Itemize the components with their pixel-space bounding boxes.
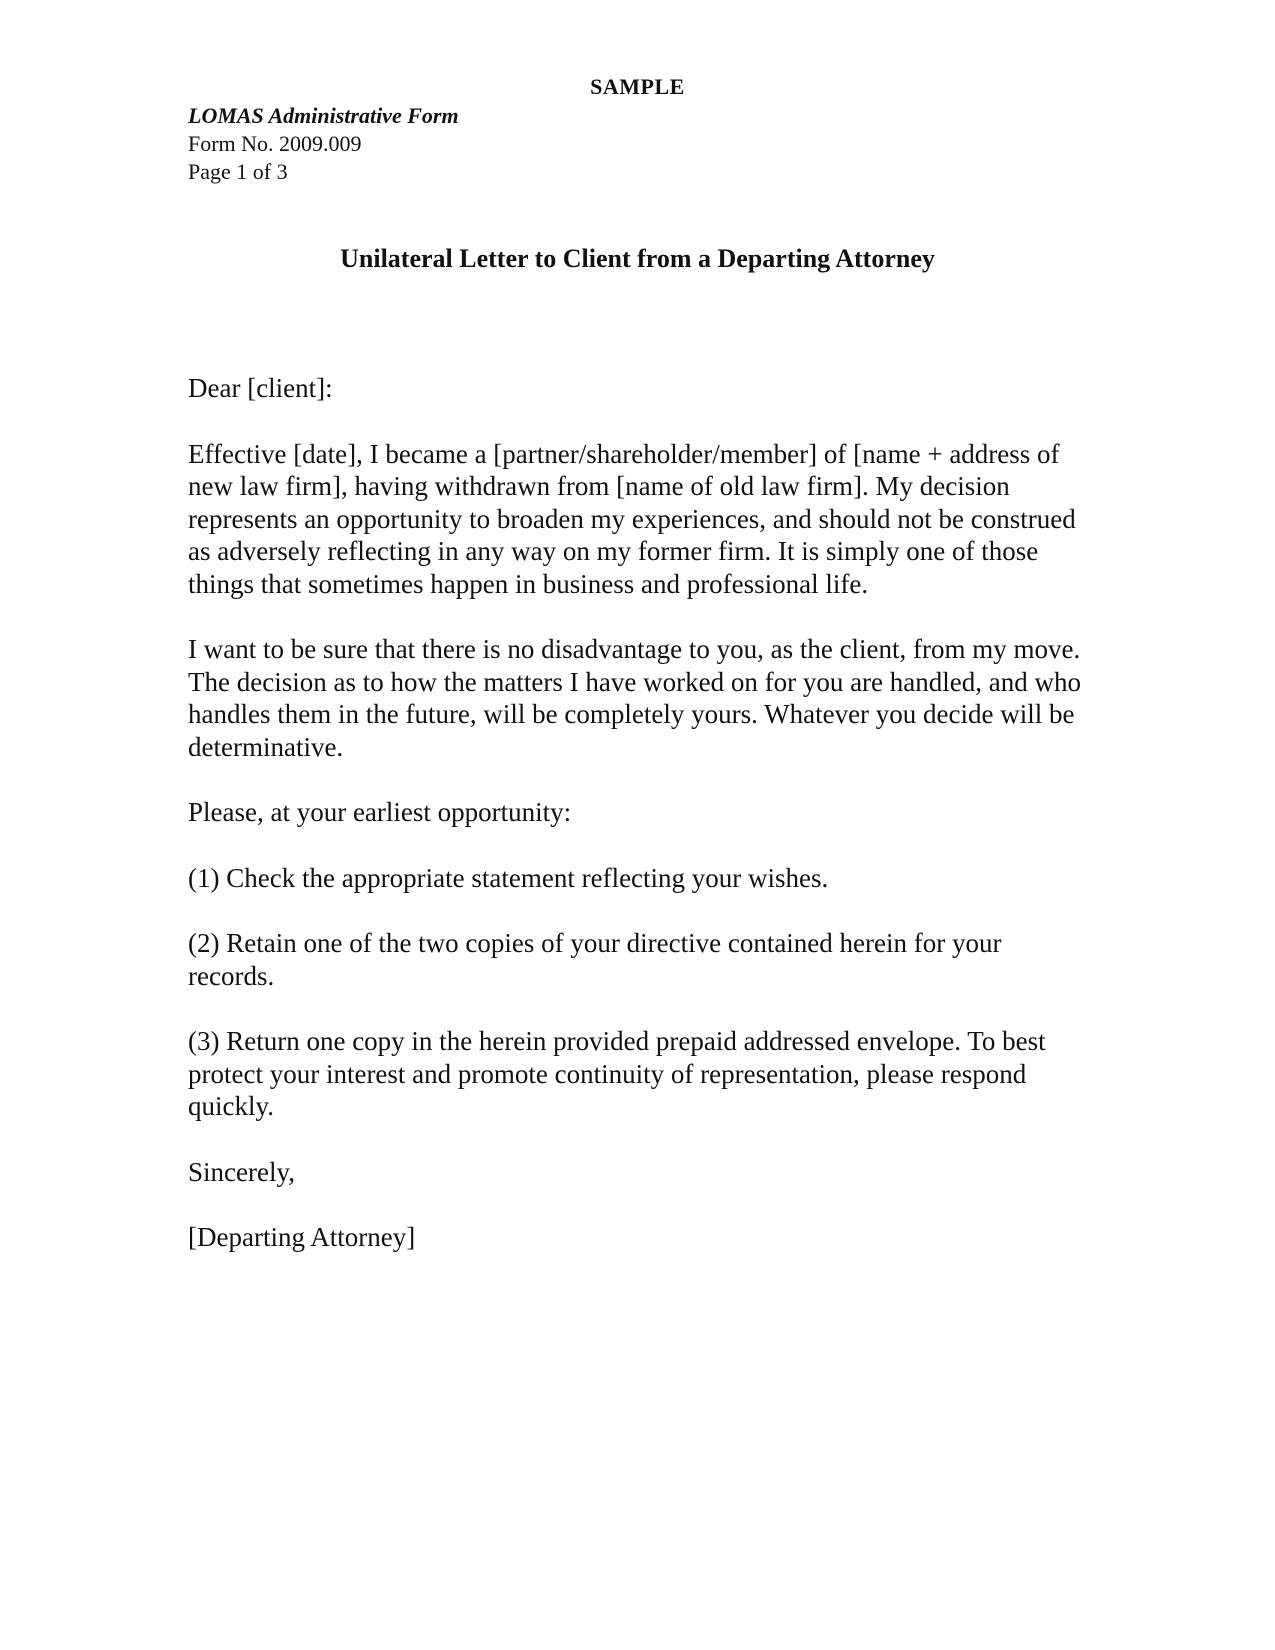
sample-label: SAMPLE xyxy=(590,74,685,99)
closing: Sincerely, xyxy=(188,1156,295,1187)
letter-title: Unilateral Letter to Client from a Departing Attorney xyxy=(340,244,935,273)
form-name: LOMAS Administrative Form xyxy=(188,103,459,128)
paragraph-announcement: Effective [date], I became a [partner/shareholder/member] of [name + address of new law firm], having withdrawn from [name of old law firm]. My decision represents an opportunity to broaden my experiences, and should not be construed as adversely reflecting in any way on my former firm. It is simply one of those things that sometimes happen in business and professional life. xyxy=(188,438,1076,599)
step-check-statement: (1) Check the appropriate statement reflecting your wishes. xyxy=(188,862,829,893)
step-return-copy: (3) Return one copy in the herein provided prepaid addressed envelope. To best protect your interest and promote continuity of representation, please respond quickly. xyxy=(188,1026,1046,1121)
salutation: Dear [client]: xyxy=(188,373,333,403)
letter-body xyxy=(188,372,1088,1287)
form-number: Form No. 2009.009 xyxy=(188,131,362,156)
page-indicator: Page 1 of 3 xyxy=(188,159,288,184)
form-header xyxy=(188,102,459,186)
signature: [Departing Attorney] xyxy=(188,1222,416,1252)
paragraph-client-choice: I want to be sure that there is no disadvantage to you, as the client, from my move. The decision as to how the matters I have worked on for you are handled, and who handles them in the future, will be completely yours. Whatever you decide will be determinative. xyxy=(188,634,1081,762)
request-intro: Please, at your earliest opportunity: xyxy=(188,797,572,827)
step-retain-copy: (2) Retain one of the two copies of your directive contained herein for your records. xyxy=(188,928,1002,991)
